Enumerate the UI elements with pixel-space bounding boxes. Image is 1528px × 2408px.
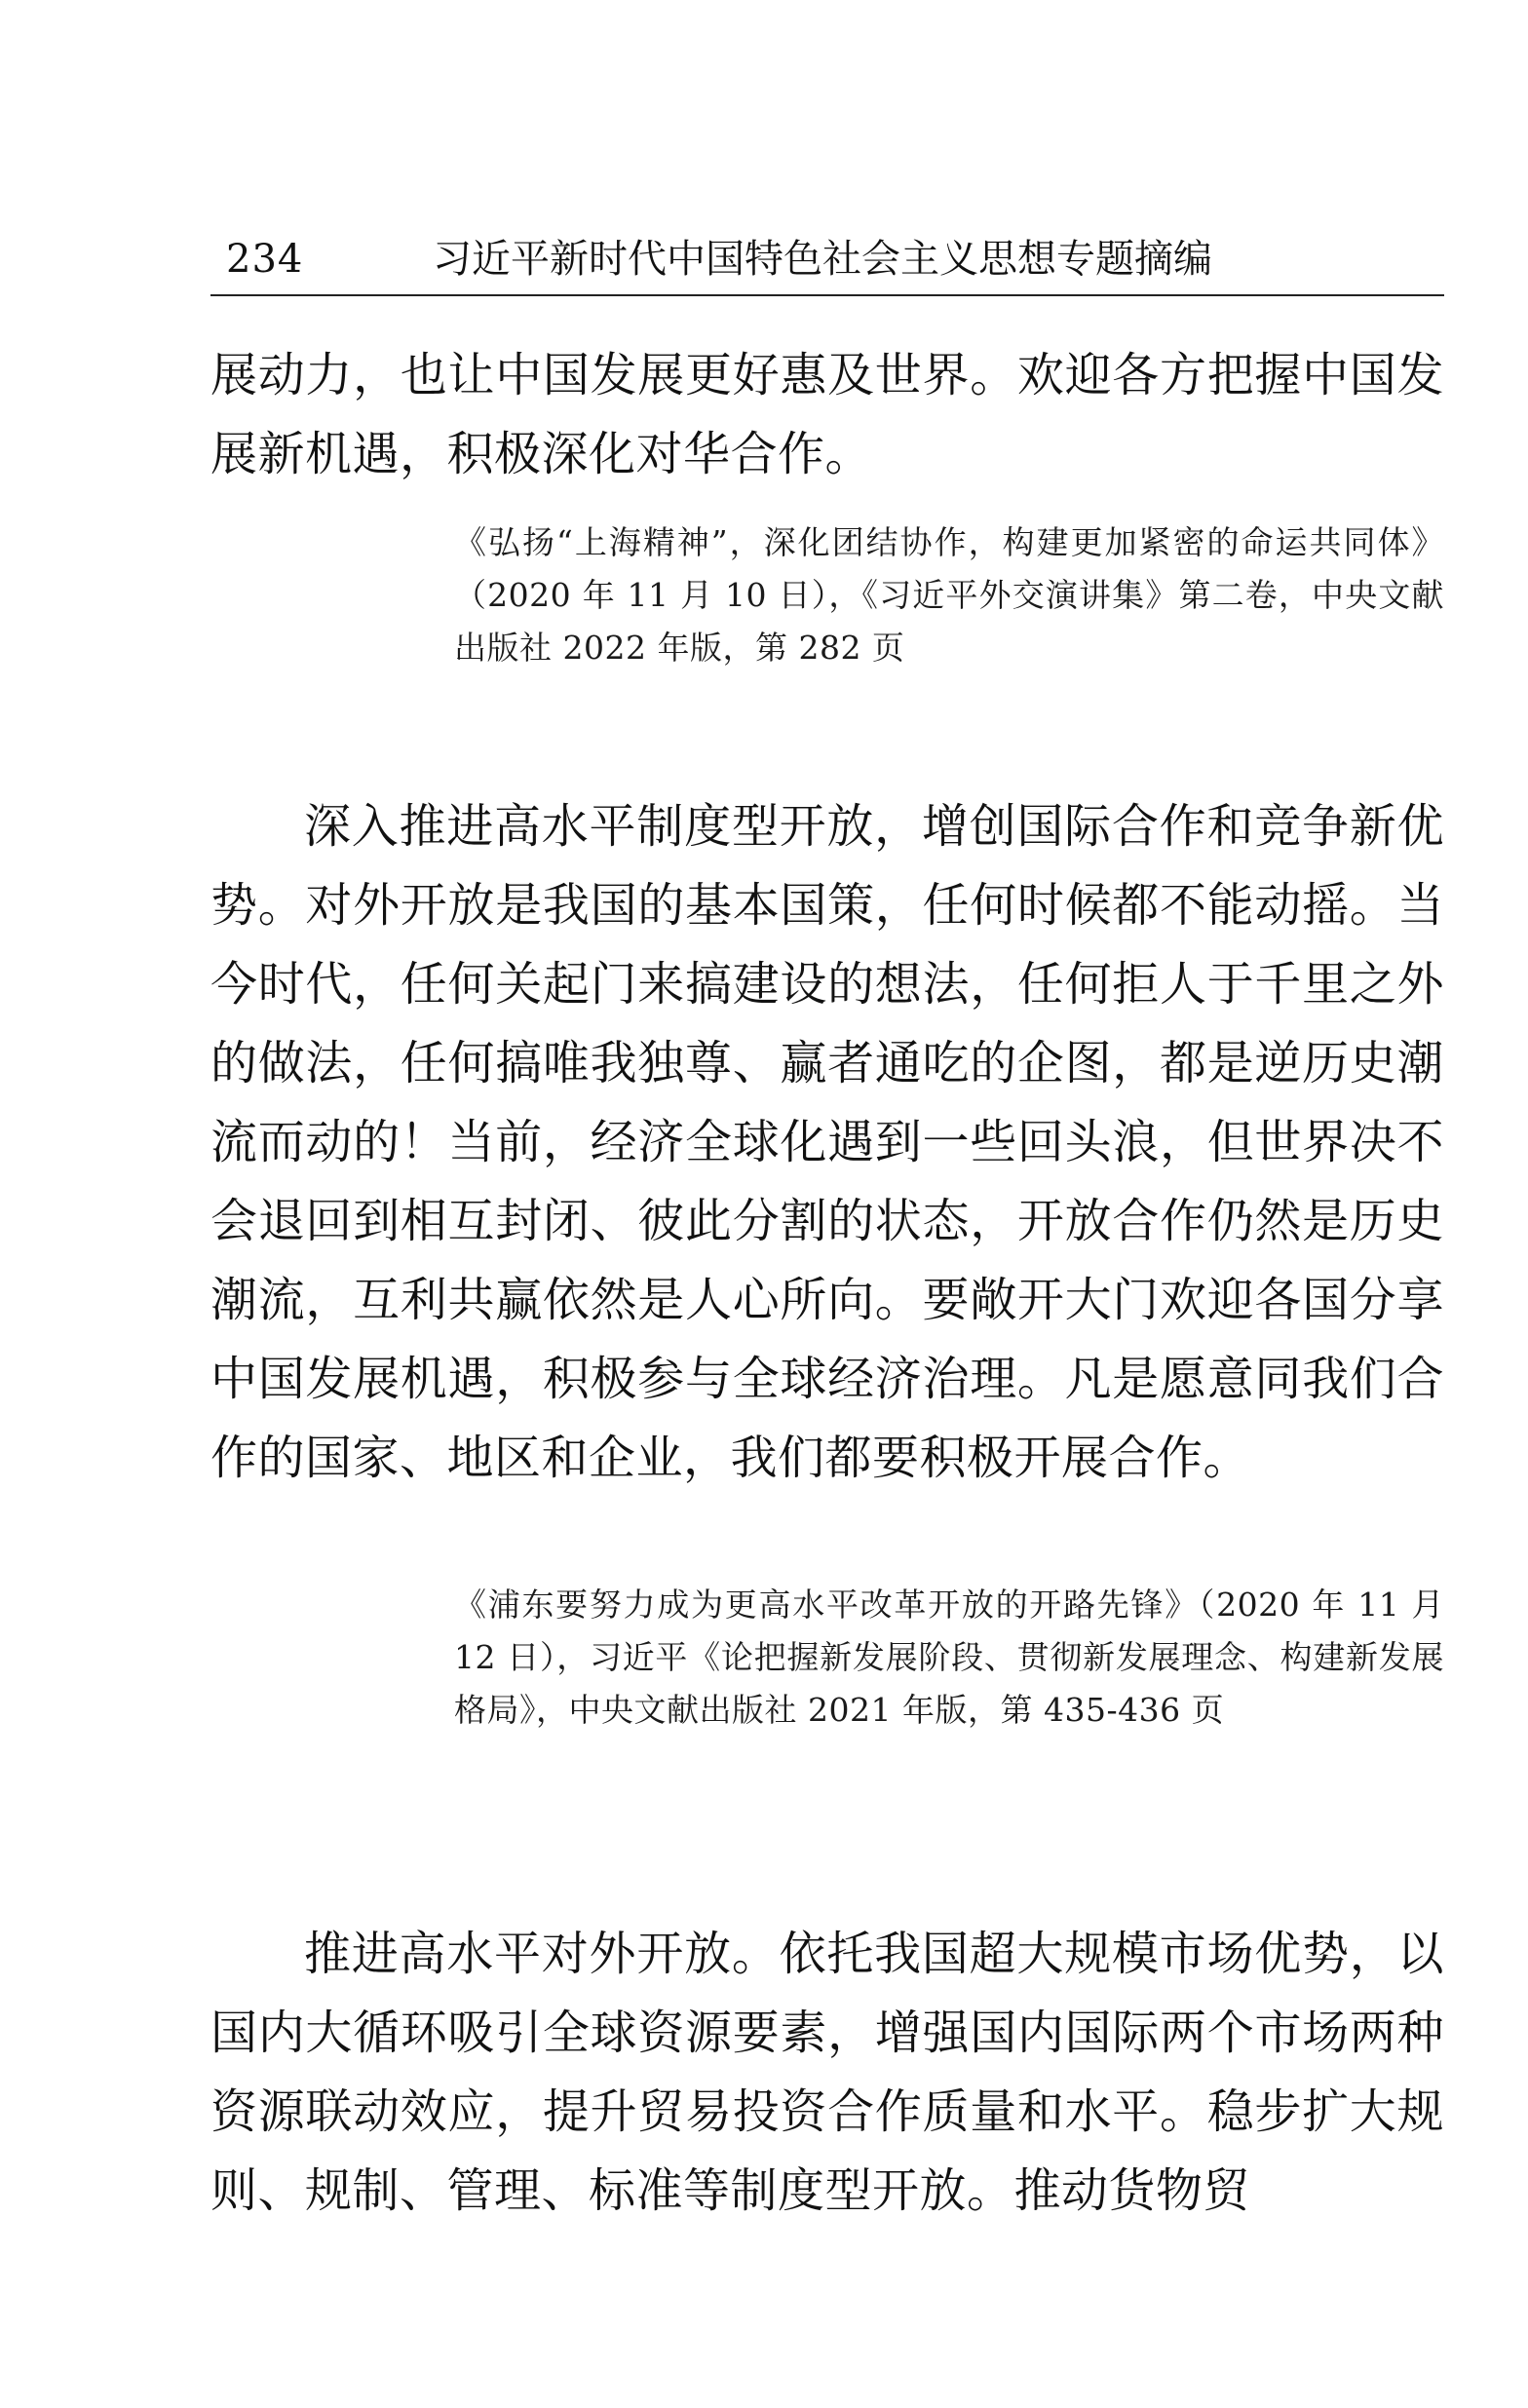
page-number: 234 — [226, 237, 304, 282]
source-citation-1: 《弘扬“上海精神”，深化团结协作，构建更加紧密的命运共同体》（2020 年 11 月 10 日），《习近平外交演讲集》第二卷，中央文献出版社 2022 年版，第 282 页 — [454, 523, 1444, 667]
paragraph-3: 推进高水平对外开放。依托我国超大规模市场优势，以国内大循环吸引全球资源要素，增强国内国际两个市场两种资源联动效应，提升贸易投资合作质量和水平。稳步扩大规则、规制、管理、标准等制度型开放。推动货物贸 — [210, 1927, 1444, 2218]
running-title: 习近平新时代中国特色社会主义思想专题摘编 — [433, 237, 1212, 282]
header-rule — [210, 294, 1444, 296]
paragraph-2: 深入推进高水平制度型开放，增创国际合作和竞争新优势。对外开放是我国的基本国策，任何时候都不能动摇。当今时代，任何关起门来搞建设的想法，任何拒人于千里之外的做法，任何搞唯我独尊、赢者通吃的企图，都是逆历史潮流而动的！当前，经济全球化遇到一些回头浪，但世界决不会退回到相互封闭、彼此分割的状态，开放合作仍然是历史潮流，互利共赢依然是人心所向。要敞开大门欢迎各国分享中国发展机遇，积极参与全球经济治理。凡是愿意同我们合作的国家、地区和企业，我们都要积极开展合作。 — [210, 799, 1444, 1485]
source-citation-2: 《浦东要努力成为更高水平改革开放的开路先锋》（2020 年 11 月 12 日），习近平《论把握新发展阶段、贯彻新发展理念、构建新发展格局》，中央文献出版社 2021 年版，第 435-436 页 — [454, 1586, 1444, 1729]
paragraph-continuation: 展动力，也让中国发展更好惠及世界。欢迎各方把握中国发展新机遇，积极深化对华合作。 — [210, 348, 1444, 481]
page-header — [210, 230, 1444, 300]
